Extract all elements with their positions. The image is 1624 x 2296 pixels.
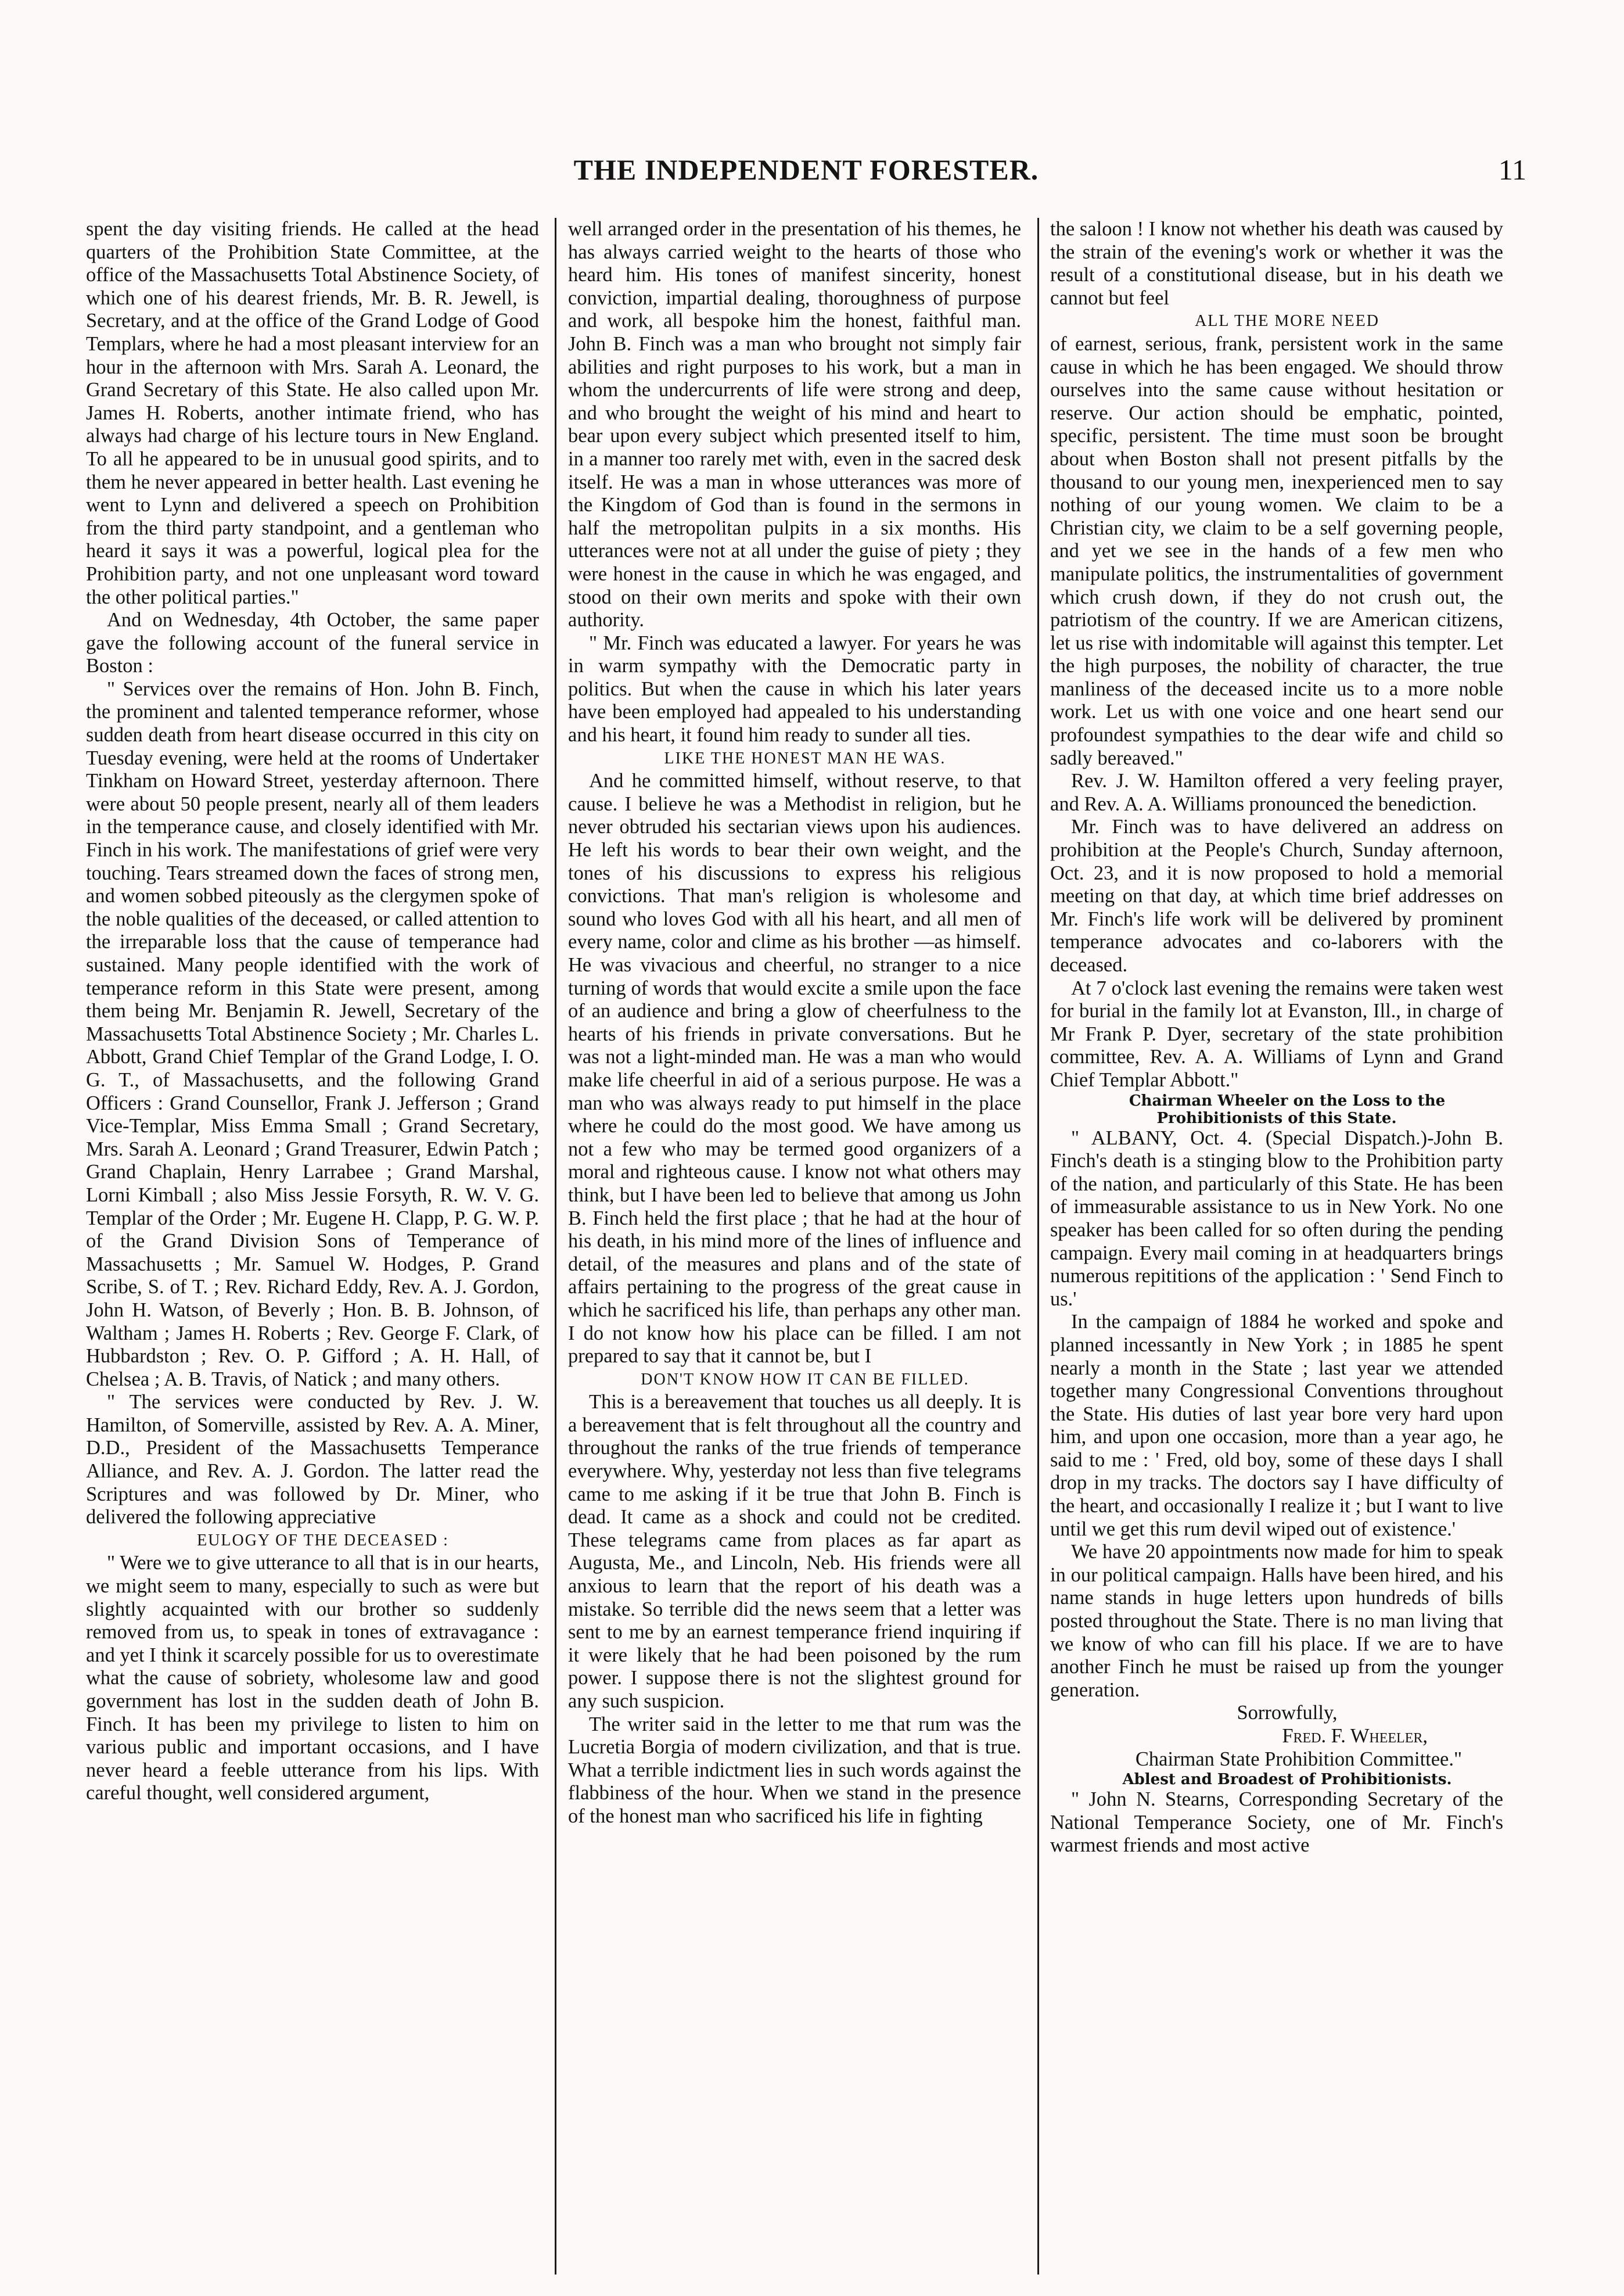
bold-headline: Ablest and Broadest of Prohibitionists. <box>1122 1771 1452 1789</box>
page-number: 11 <box>1498 153 1526 186</box>
paragraph: The writer said in the letter to me that rum was the Lucretia Borgia of modern civilization, and that is true. What a terrible indictment lies in such words against the flabbiness of the hour. When we stand in the presence of the honest man who sacrificed his life in fighting <box>568 1713 1021 1827</box>
column-1 <box>86 218 539 2275</box>
paragraph: This is a bereavement that touches us all deeply. It is a bereavement that is felt throughout all the country and throughout the ranks of the true friends of temperance everywhere. Why, yesterday not less than five telegrams came to me asking if it be true that John B. Finch is dead. It came as a shock and could not be credited. These telegrams came from places as far apart as Augusta, Me., and Lincoln, Neb. His friends were all anxious to learn that the report of his death was a mistake. So terrible did the news seem that a letter was sent to me by an earnest temperance friend inquiring if it were likely that he had been poisoned by the rum power. I suppose there is not the slightest ground for any such suspicion. <box>568 1391 1021 1712</box>
paragraph: And he committed himself, without reserve, to that cause. I believe he was a Methodist in religion, but he never obtruded his sectarian views upon his audiences. He left his words to bear their own weight, and the tones of his discussions to express his religious convictions. That man's religion is wholesome and sound who loves God with all his heart, and all men of every name, color and clime as his brother —as himself. He was vivacious and cheerful, no stranger to a nice turning of words that would excite a smile upon the face of an audience and bring a glow of cheerfulness to the hearts of his friends in private conversations. But he was not a light-minded man. He was a man who would make life cheerful in aid of a serious purpose. He was a man who was always ready to put himself in the place where he could do the most good. We have among us not a few who may be termed good organizers of a moral and righteous cause. I know not what others may think, but I have been led to believe that among us John B. Finch held the first place ; that he had at the hour of his death, in his mind more of the lines of influence and detail, of the measures and plans and of the state of affairs pertaining to the progress of the great cause in which he sacrificed his life, than perhaps any other man. I do not know how his place can be filled. I am not prepared to say that it cannot be, but I <box>568 770 1021 1368</box>
bold-headline: Chairman Wheeler on the Loss to the Prohibitionists of this State. <box>1129 1092 1446 1127</box>
column-3 <box>1050 218 1503 2275</box>
paragraph: Mr. Finch was to have delivered an address on prohibition at the People's Church, Sunday afternoon, Oct. 23, and it is now proposed to hold a memorial meeting on that day, at which time brief addresses on Mr. Finch's life work will be delivered by prominent temperance advocates and co-laborers with the deceased. <box>1050 816 1503 976</box>
paragraph: Rev. J. W. Hamilton offered a very feeling prayer, and Rev. A. A. Williams pronounced the benediction. <box>1050 770 1503 815</box>
paragraph: We have 20 appointments now made for him to speak in our political campaign. Halls have been hired, and his name stands in huge letters upon hundreds of bills posted throughout the State. There is no man living that we know of who can fill his place. If we are to have another Finch he must be raised up from the younger generation. <box>1050 1541 1503 1701</box>
paragraph: " Were we to give utterance to all that is in our hearts, we might seem to many, especially to such as were but slightly acquainted with our brother so suddenly removed from us, to speak in tones of extravagance : and yet I think it scarcely possible for us to overestimate what the cause of sobriety, wholesome law and good government has lost in the sudden death of John B. Finch. It has been my privilege to listen to him on various public and important occasions, and I have never heard a feeble utterance from his lips. With careful thought, well considered argument, <box>86 1552 539 1804</box>
column-rule-right <box>1037 218 1039 2275</box>
paragraph: And on Wednesday, 4th October, the same paper gave the following account of the funeral service in Boston : <box>86 609 539 677</box>
paragraph: In the campaign of 1884 he worked and spoke and planned incessantly in New York ; in 1885 he spent nearly a month in the State ; last year we attended together many Congressional Conventions throughout the State. His duties of last year bore very hard upon him, and upon one occasion, more than a year ago, he said to me : ' Fred, old boy, some of these days I shall drop in my tracks. The doctors say I have difficulty of the heart, and occasionally I realize it ; but I want to live until we get this rum devil wiped out of existence.' <box>1050 1311 1503 1540</box>
section-subhead: ALL THE MORE NEED <box>1195 312 1379 331</box>
column-2 <box>568 218 1021 2275</box>
signature: Fred. F. Wheeler, <box>1282 1725 1428 1747</box>
paragraph: the saloon ! I know not whether his death was caused by the strain of the evening's work or whether it was the result of a constitutional disease, but in his death we cannot but feel <box>1050 218 1503 309</box>
paragraph: " John N. Stearns, Corresponding Secretary of the National Temperance Society, one of Mr. Finch's warmest friends and most active <box>1050 1788 1503 1857</box>
paragraph: At 7 o'clock last evening the remains were taken west for burial in the family lot at Evanston, Ill., in charge of Mr Frank P. Dyer, secretary of the state prohibition committee, Rev. A. A. Williams of Lynn and Grand Chief Templar Abbott." <box>1050 977 1503 1091</box>
paragraph: of earnest, serious, frank, persistent work in the same cause in which he has been engaged. We should throw ourselves into the same cause without hesitation or reserve. Our action should be emphatic, pointed, specific, persistent. The time must soon be brought about when Boston shall not present pitfalls by the thousand to our young men, inexperienced men to say nothing of our young women. We claim to be a Christian city, we claim to be a self governing people, and yet we see in the hands of a few men who manipulate politics, the instrumentalities of government which crush down, if they do not crush out, the patriotism of the country. If we are American citizens, let us rise with indomitable will against this tempter. Let the high purposes, the nobility of character, the true manliness of the deceased incite us to a more noble work. Let us with one voice and one heart send our profoundest sympathies to the dear wife and child so sadly bereaved." <box>1050 332 1503 769</box>
paragraph: " Mr. Finch was educated a lawyer. For years he was in warm sympathy with the Democratic party in politics. But when the cause in which his later years have been employed had appealed to his understanding and his heart, it found him ready to sunder all ties. <box>568 632 1021 747</box>
section-subhead: LIKE THE HONEST MAN HE WAS. <box>664 749 946 767</box>
paragraph: well arranged order in the presentation of his themes, he has always carried weight to the hearts of those who heard him. His tones of manifest sincerity, honest conviction, impartial dealing, thoroughness of purpose and work, all bespoke him the honest, faithful man. John B. Finch was a man who brought not simply fair abilities and right purposes to his work, but a man in whom the undercurrents of life were strong and deep, and who brought the weight of his mind and heart to bear upon every subject which presented itself to him, in a manner too rarely met with, even in the sacred desk itself. He was a man in whose utterances was more of the Kingdom of God than is found in the sermons in half the metropolitan pulpits in a six months. His utterances were not at all under the guise of piety ; they were honest in the cause in which he was engaged, and stood on their own merits and spoke with their own authority. <box>568 218 1021 632</box>
page-header <box>86 152 1526 187</box>
section-subhead: DON'T KNOW HOW IT CAN BE FILLED. <box>641 1370 969 1389</box>
signoff: Sorrowfully, <box>1237 1702 1338 1724</box>
paragraph: " The services were conducted by Rev. J. W. Hamilton, of Somerville, assisted by Rev. A. A. Miner, D.D., President of the Massachusetts Temperance Alliance, and Rev. A. J. Gordon. The latter read the Scriptures and was followed by Dr. Miner, who delivered the following appreciative <box>86 1391 539 1529</box>
signature-title: Chairman State Prohibition Committee." <box>1135 1748 1463 1770</box>
section-subhead: EULOGY OF THE DECEASED : <box>197 1531 449 1549</box>
paragraph: spent the day visiting friends. He called at the head quarters of the Prohibition State Committee, at the office of the Massachusetts Total Abstinence Society, of which one of his dearest friends, Mr. B. R. Jewell, is Secretary, and at the office of the Grand Lodge of Good Templars, where he had a most pleasant interview for an hour in the afternoon with Mrs. Sarah A. Leonard, the Grand Secretary of this State. He also called upon Mr. James H. Roberts, another intimate friend, who has always had charge of his lecture tours in New England. To all he appeared to be in unusual good spirits, and to them he never appeared in better health. Last evening he went to Lynn and delivered a speech on Prohibition from the third party standpoint, and a gentleman who heard it says it was a powerful, logical plea for the Prohibition party, and not one unpleasant word toward the other political parties." <box>86 218 539 608</box>
paragraph: " Services over the remains of Hon. John B. Finch, the prominent and talented temperance reformer, whose sudden death from heart disease occurred in this city on Tuesday evening, were held at the rooms of Undertaker Tinkham on Howard Street, yesterday afternoon. There were about 50 people present, nearly all of them leaders in the temperance cause, and closely identified with Mr. Finch in his work. The manifestations of grief were very touching. Tears streamed down the faces of strong men, and women sobbed piteously as the clergymen spoke of the noble qualities of the deceased, or called attention to the irreparable loss that the cause of temperance had sustained. Many people identified with the work of temperance reform in this State were present, among them being Mr. Benjamin R. Jewell, Secretary of the Massachusetts Total Abstinence Society ; Mr. Charles L. Abbott, Grand Chief Templar of the Grand Lodge, I. O. G. T., of Massachusetts, and the following Grand Officers : Grand Counsellor, Frank J. Jefferson ; Grand Vice-Templar, Miss Emma Small ; Grand Secretary, Mrs. Sarah A. Leonard ; Grand Treasurer, Edwin Patch ; Grand Chaplain, Henry Larrabee ; Grand Marshal, Lorni Kimball ; also Miss Jessie Forsyth, R. W. V. G. Templar of the Order ; Mr. Eugene H. Clapp, P. G. W. P. of the Grand Division Sons of Temperance of Massachusetts ; Mr. Samuel W. Hodges, P. Grand Scribe, S. of T. ; Rev. Richard Eddy, Rev. A. J. Gordon, John H. Watson, of Beverly ; Hon. B. B. Johnson, of Waltham ; James H. Roberts ; Rev. George F. Clark, of Hubbardston ; Rev. O. P. Gifford ; A. H. Hall, of Chelsea ; A. B. Travis, of Natick ; and many others. <box>86 677 539 1390</box>
column-rule-left <box>555 218 556 2275</box>
paragraph: " ALBANY, Oct. 4. (Special Dispatch.)-John B. Finch's death is a stinging blow to the Prohibition party of the nation, and particularly of this State. He has been of immeasurable assistance to us in New York. No one speaker has been called for so often during the pending campaign. Every mail coming in at headquarters brings numerous repititions of the application : ' Send Finch to us.' <box>1050 1127 1503 1310</box>
running-title: THE INDEPENDENT FORESTER. <box>573 153 1039 186</box>
